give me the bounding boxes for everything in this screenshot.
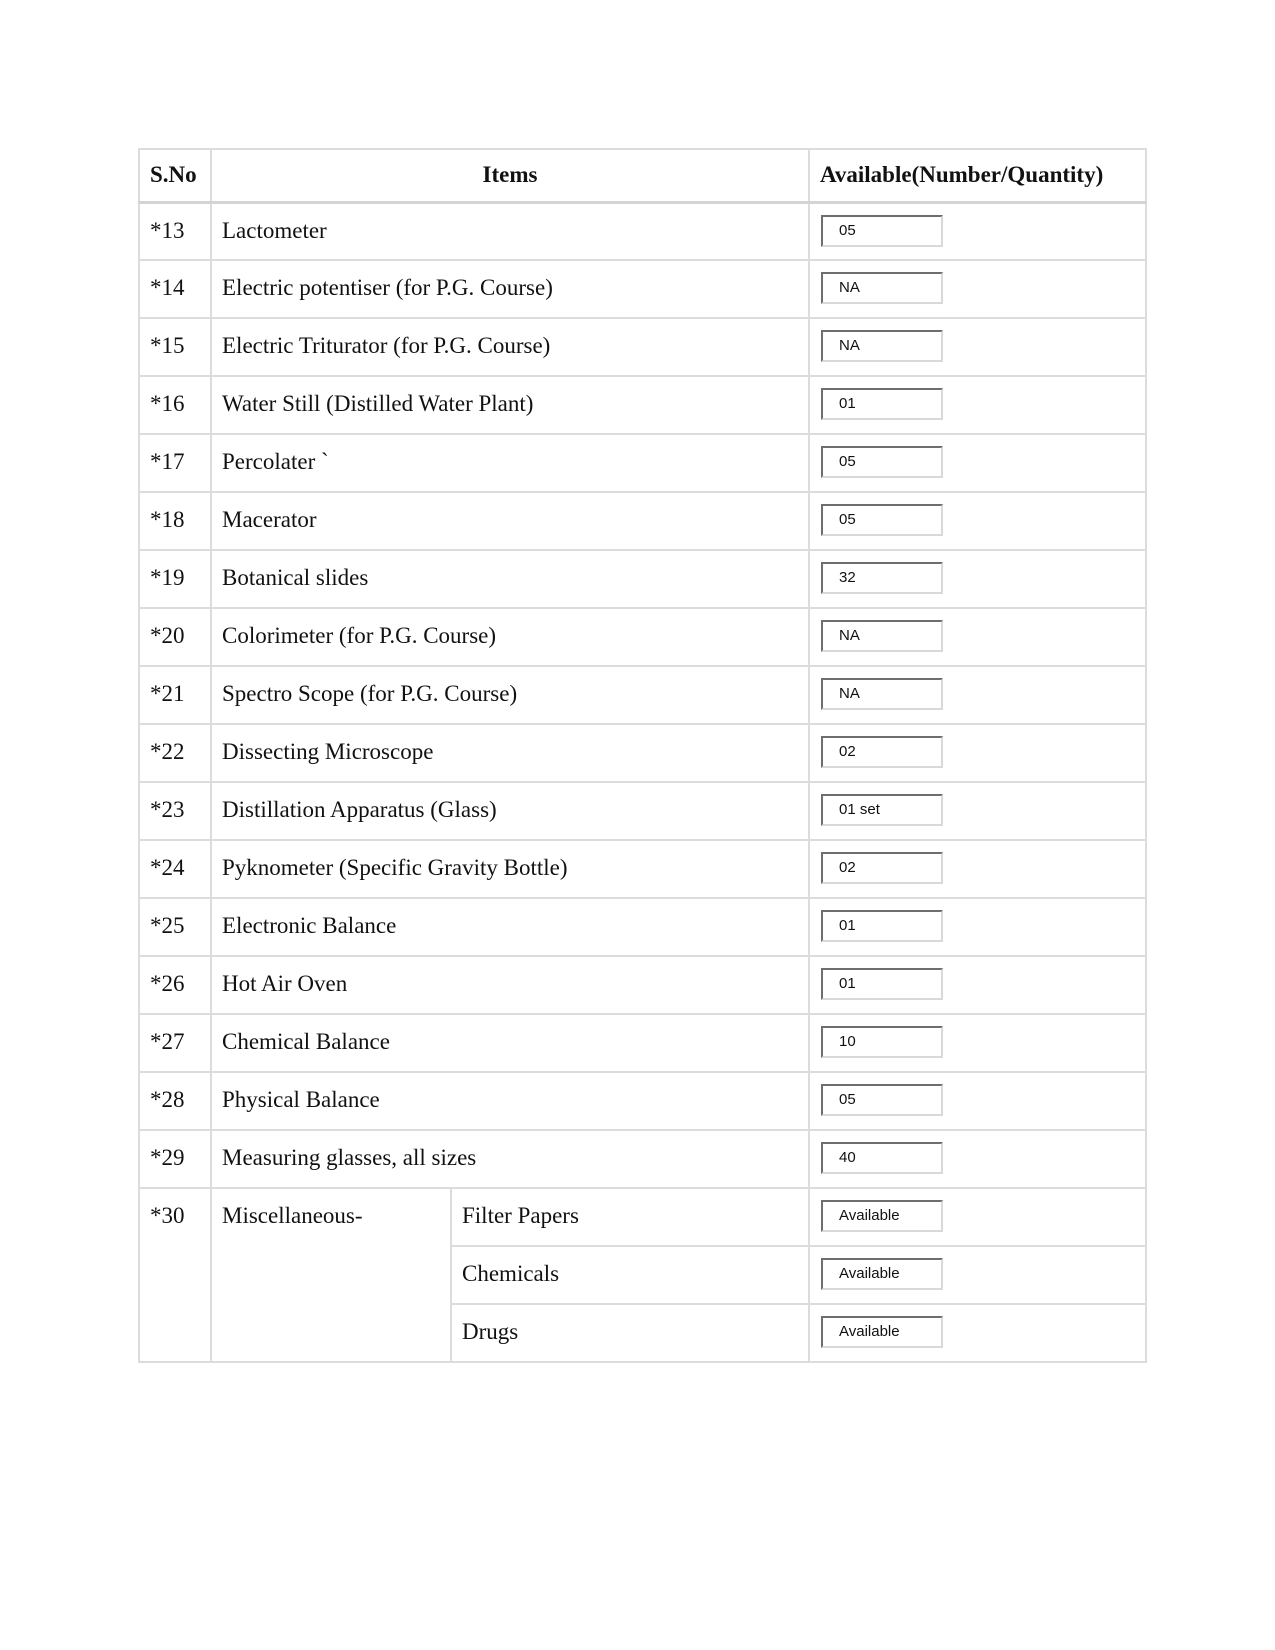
row-sno: *21 — [150, 681, 185, 706]
qty-cell — [809, 1072, 1146, 1130]
misc-qty-cell — [809, 1304, 1146, 1362]
header-sno-label: S.No — [150, 162, 197, 188]
row-item-label: Percolater ` — [222, 449, 329, 474]
qty-cell — [809, 1130, 1146, 1188]
sno-cell — [139, 492, 211, 550]
row-qty-field[interactable]: NA — [821, 272, 943, 304]
table-row — [139, 608, 1146, 666]
row-item-label: Lactometer — [222, 217, 327, 243]
misc-subitem-cell — [451, 1246, 809, 1304]
sno-cell — [139, 376, 211, 434]
row-item-label: Botanical slides — [222, 565, 369, 590]
item-cell — [211, 1130, 809, 1188]
sno-cell — [139, 1130, 211, 1188]
row-item-label: Electric Triturator (for P.G. Course) — [222, 333, 551, 358]
item-cell — [211, 550, 809, 608]
row-item-label: Colorimeter (for P.G. Course) — [222, 623, 497, 648]
misc-qty-field[interactable]: Available — [821, 1258, 943, 1290]
misc-qty-cell — [809, 1246, 1146, 1304]
row-sno: *19 — [150, 565, 185, 590]
misc-qty-field[interactable]: Available — [821, 1316, 943, 1348]
row-item-label: Dissecting Microscope — [222, 739, 434, 764]
sno-cell — [139, 260, 211, 318]
equipment-inventory-table — [138, 148, 1147, 1363]
row-item-label: Distillation Apparatus (Glass) — [222, 797, 497, 822]
row-sno: *16 — [150, 391, 185, 416]
item-cell — [211, 724, 809, 782]
table-row — [139, 898, 1146, 956]
row-qty-field[interactable]: 01 — [821, 968, 943, 1000]
row-sno: *26 — [150, 971, 185, 996]
item-cell — [211, 898, 809, 956]
header-items-label: Items — [482, 162, 538, 188]
row-sno: *24 — [150, 855, 185, 880]
table-row — [139, 666, 1146, 724]
header-sno — [139, 149, 211, 202]
sno-cell — [139, 318, 211, 376]
table-row — [139, 782, 1146, 840]
row-item-label: Macerator — [222, 507, 317, 532]
row-item-label: Measuring glasses, all sizes — [222, 1145, 477, 1170]
sno-cell — [139, 202, 211, 260]
row-qty-field[interactable]: 05 — [821, 446, 943, 478]
misc-subitem-cell — [451, 1188, 809, 1246]
qty-cell — [809, 956, 1146, 1014]
sno-cell — [139, 840, 211, 898]
qty-cell — [809, 782, 1146, 840]
misc-item-label: Miscellaneous- — [222, 1203, 363, 1228]
row-qty-field[interactable]: 05 — [821, 504, 943, 536]
table-row — [139, 376, 1146, 434]
item-cell — [211, 782, 809, 840]
sno-cell — [139, 1072, 211, 1130]
qty-cell — [809, 260, 1146, 318]
table-body — [139, 202, 1146, 1188]
row-item-label: Water Still (Distilled Water Plant) — [222, 391, 534, 416]
qty-cell — [809, 724, 1146, 782]
table-row — [139, 1130, 1146, 1188]
qty-cell — [809, 608, 1146, 666]
row-item-label: Hot Air Oven — [222, 971, 348, 996]
table-row — [139, 202, 1146, 260]
qty-cell — [809, 202, 1146, 260]
row-qty-field[interactable]: 05 — [821, 1084, 943, 1116]
item-cell — [211, 1072, 809, 1130]
item-cell — [211, 434, 809, 492]
row-item-label: Pyknometer (Specific Gravity Bottle) — [222, 855, 568, 880]
row-sno: *15 — [150, 333, 185, 358]
row-qty-field[interactable]: 05 — [821, 215, 943, 247]
qty-cell — [809, 434, 1146, 492]
misc-section — [139, 1188, 1146, 1362]
sno-cell — [139, 550, 211, 608]
qty-cell — [809, 318, 1146, 376]
sno-cell — [139, 608, 211, 666]
row-sno: *29 — [150, 1145, 185, 1170]
row-sno: *14 — [150, 275, 185, 300]
row-item-label: Electronic Balance — [222, 913, 397, 938]
sno-cell — [139, 898, 211, 956]
misc-item-cell — [211, 1188, 451, 1362]
misc-sno-cell — [139, 1188, 211, 1362]
equipment-inventory-table-wrapper — [138, 148, 1145, 1363]
item-cell — [211, 1014, 809, 1072]
row-qty-field[interactable]: 02 — [821, 852, 943, 884]
qty-cell — [809, 840, 1146, 898]
misc-subitem-label: Chemicals — [462, 1261, 560, 1286]
sno-cell — [139, 1014, 211, 1072]
table-row — [139, 260, 1146, 318]
row-sno: *27 — [150, 1029, 185, 1054]
sno-cell — [139, 956, 211, 1014]
table-row-misc-1 — [139, 1188, 1146, 1246]
item-cell — [211, 260, 809, 318]
row-qty-field[interactable]: 01 — [821, 388, 943, 420]
sno-cell — [139, 434, 211, 492]
qty-cell — [809, 550, 1146, 608]
table-row — [139, 318, 1146, 376]
row-sno: *23 — [150, 797, 185, 822]
row-qty-field[interactable]: 01 set — [821, 794, 943, 826]
item-cell — [211, 492, 809, 550]
qty-cell — [809, 1014, 1146, 1072]
row-qty-field[interactable]: NA — [821, 330, 943, 362]
row-item-label: Electric potentiser (for P.G. Course) — [222, 275, 553, 300]
row-qty-field[interactable]: 02 — [821, 736, 943, 768]
header-items — [211, 149, 809, 202]
row-sno: *28 — [150, 1087, 185, 1112]
table-row — [139, 492, 1146, 550]
row-qty-field[interactable]: NA — [821, 620, 943, 652]
item-cell — [211, 318, 809, 376]
row-item-label: Spectro Scope (for P.G. Course) — [222, 681, 518, 706]
item-cell — [211, 956, 809, 1014]
table-header-row — [139, 149, 1146, 202]
sno-cell — [139, 666, 211, 724]
item-cell — [211, 202, 809, 260]
header-available-label: Available(Number/Quantity) — [820, 162, 1104, 188]
row-sno: *18 — [150, 507, 185, 532]
table-row — [139, 434, 1146, 492]
row-item-label: Physical Balance — [222, 1087, 380, 1112]
table-row — [139, 724, 1146, 782]
item-cell — [211, 376, 809, 434]
misc-sno: *30 — [150, 1203, 185, 1228]
sno-cell — [139, 782, 211, 840]
row-qty-field[interactable]: NA — [821, 678, 943, 710]
row-qty-field[interactable]: 32 — [821, 562, 943, 594]
misc-subitem-label: Drugs — [462, 1319, 519, 1344]
row-sno: *17 — [150, 449, 185, 474]
row-qty-field[interactable]: 01 — [821, 910, 943, 942]
row-qty-field[interactable]: 40 — [821, 1142, 943, 1174]
qty-cell — [809, 666, 1146, 724]
row-sno: *22 — [150, 739, 185, 764]
qty-cell — [809, 492, 1146, 550]
row-qty-field[interactable]: 10 — [821, 1026, 943, 1058]
item-cell — [211, 666, 809, 724]
table-row — [139, 550, 1146, 608]
sno-cell — [139, 724, 211, 782]
qty-cell — [809, 376, 1146, 434]
row-item-label: Chemical Balance — [222, 1029, 390, 1054]
table-row — [139, 956, 1146, 1014]
row-sno: *25 — [150, 913, 185, 938]
row-sno: *13 — [150, 217, 185, 243]
misc-subitem-cell — [451, 1304, 809, 1362]
header-available — [809, 149, 1146, 202]
item-cell — [211, 608, 809, 666]
misc-qty-field[interactable]: Available — [821, 1200, 943, 1232]
qty-cell — [809, 898, 1146, 956]
misc-subitem-label: Filter Papers — [462, 1203, 579, 1228]
table-row — [139, 1014, 1146, 1072]
table-row — [139, 1072, 1146, 1130]
item-cell — [211, 840, 809, 898]
misc-qty-cell — [809, 1188, 1146, 1246]
row-sno: *20 — [150, 623, 185, 648]
table-row — [139, 840, 1146, 898]
